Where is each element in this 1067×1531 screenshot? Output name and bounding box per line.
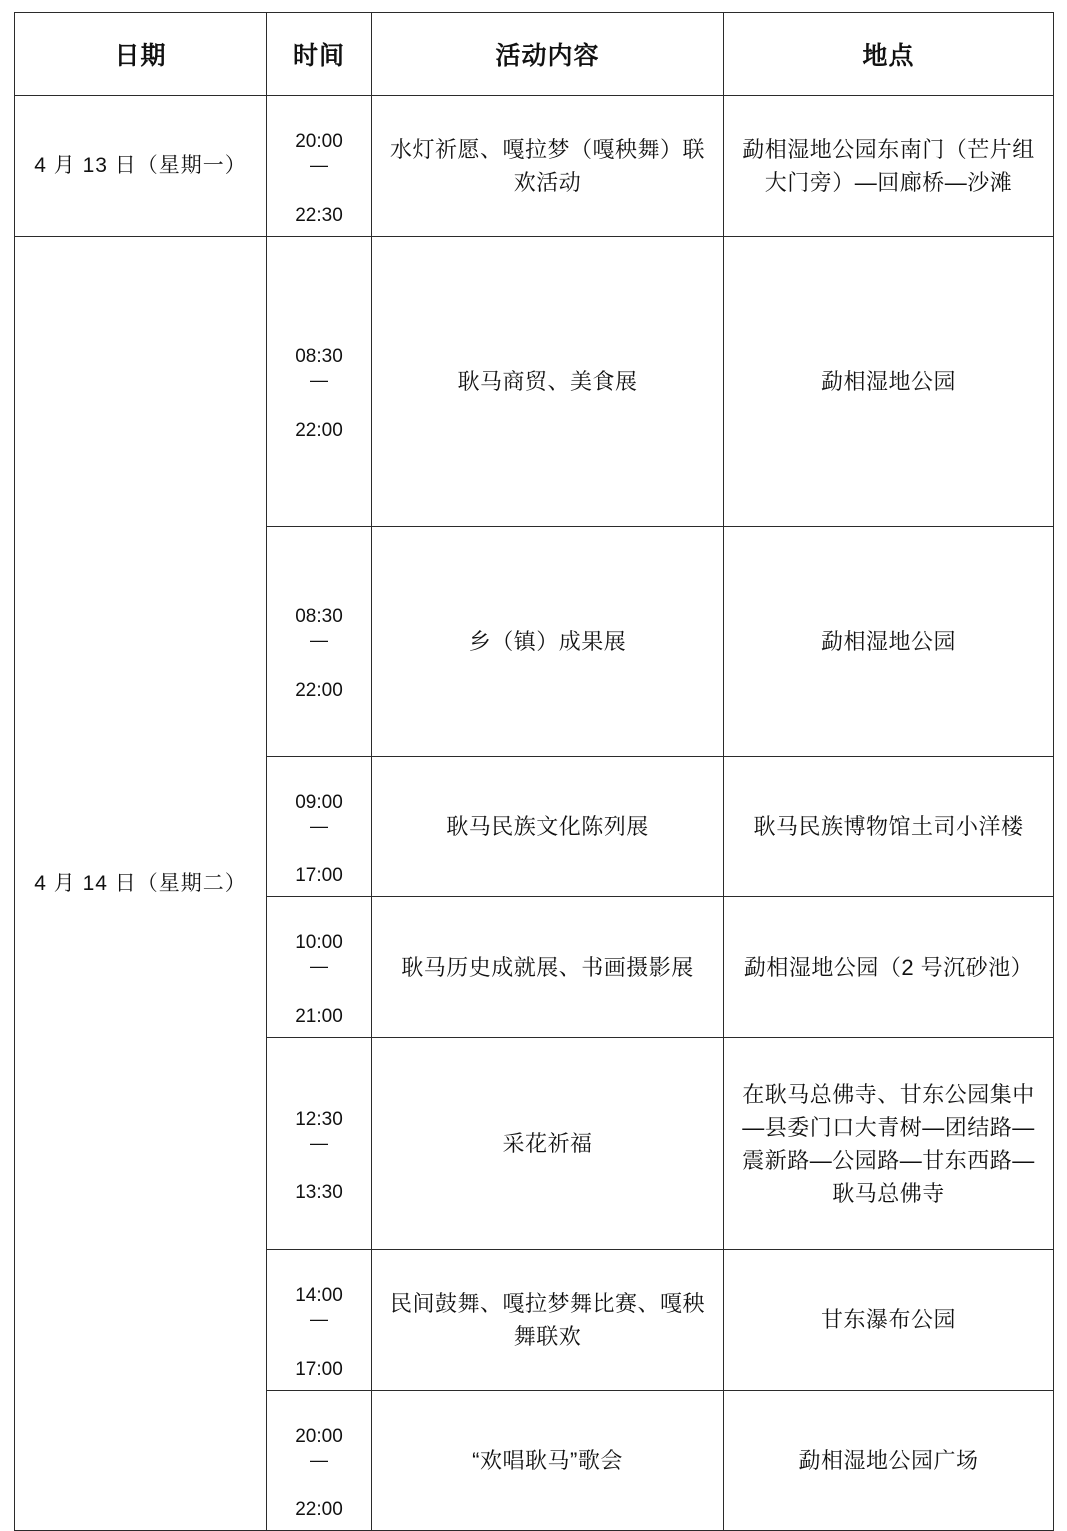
place-cell: 勐相湿地公园（2 号沉砂池）: [724, 897, 1054, 1038]
table-body: [15, 96, 1054, 1531]
time-start: 10:00: [295, 932, 343, 954]
table-row: [15, 236, 1054, 526]
time-separator: —: [310, 815, 328, 836]
activity-cell: 水灯祈愿、嘎拉梦（嘎秧舞）联欢活动: [372, 96, 724, 237]
place-cell: 耿马民族博物馆土司小洋楼: [724, 756, 1054, 897]
time-cell: [267, 756, 372, 897]
time-separator: —: [310, 1132, 328, 1153]
time-end: 22:00: [295, 420, 343, 442]
place-cell: 勐相湿地公园广场: [724, 1390, 1054, 1531]
time-cell: [267, 1250, 372, 1391]
time-separator: —: [310, 370, 328, 391]
time-separator: —: [310, 630, 328, 651]
activity-cell: 耿马商贸、美食展: [372, 236, 724, 526]
activity-cell: 民间鼓舞、嘎拉梦舞比赛、嘎秧舞联欢: [372, 1250, 724, 1391]
column-header-time: 时间: [267, 13, 372, 96]
time-start: 20:00: [295, 1425, 343, 1447]
time-separator: —: [310, 154, 328, 175]
time-cell: [267, 897, 372, 1038]
place-cell: 勐相湿地公园: [724, 236, 1054, 526]
time-separator: —: [310, 1449, 328, 1470]
time-end: 17:00: [295, 865, 343, 887]
time-cell: [267, 236, 372, 526]
place-cell: 勐相湿地公园东南门（芒片组大门旁）—回廊桥—沙滩: [724, 96, 1054, 237]
time-start: 12:30: [295, 1108, 343, 1130]
place-cell: 甘东瀑布公园: [724, 1250, 1054, 1391]
time-separator: —: [310, 956, 328, 977]
activity-cell: 耿马历史成就展、书画摄影展: [372, 897, 724, 1038]
time-end: 22:30: [295, 204, 343, 226]
time-start: 08:30: [295, 346, 343, 368]
column-header-place: 地点: [724, 13, 1054, 96]
time-end: 17:00: [295, 1358, 343, 1380]
time-cell: [267, 1038, 372, 1250]
time-start: 08:30: [295, 606, 343, 628]
table-header: [15, 13, 1054, 96]
column-header-activity: 活动内容: [372, 13, 724, 96]
time-start: 09:00: [295, 791, 343, 813]
place-cell: 勐相湿地公园: [724, 526, 1054, 756]
activity-schedule-table: [14, 12, 1054, 1531]
activity-cell: 耿马民族文化陈列展: [372, 756, 724, 897]
time-start: 20:00: [295, 130, 343, 152]
table-row: [15, 96, 1054, 237]
date-cell-group-2: 4 月 14 日（星期二）: [15, 236, 267, 1531]
time-cell: [267, 526, 372, 756]
time-separator: —: [310, 1308, 328, 1329]
time-end: 13:30: [295, 1182, 343, 1204]
activity-cell: 采花祈福: [372, 1038, 724, 1250]
activity-cell: 乡（镇）成果展: [372, 526, 724, 756]
time-end: 22:00: [295, 680, 343, 702]
time-cell: [267, 96, 372, 237]
place-cell: 在耿马总佛寺、甘东公园集中—县委门口大青树—团结路—震新路—公园路—甘东西路—耿马总佛寺: [724, 1038, 1054, 1250]
time-end: 21:00: [295, 1006, 343, 1028]
time-cell: [267, 1390, 372, 1531]
column-header-date: 日期: [15, 13, 267, 96]
time-end: 22:00: [295, 1499, 343, 1521]
time-start: 14:00: [295, 1284, 343, 1306]
activity-cell: “欢唱耿马”歌会: [372, 1390, 724, 1531]
header-row: [15, 13, 1054, 96]
date-cell-group-1: 4 月 13 日（星期一）: [15, 96, 267, 237]
